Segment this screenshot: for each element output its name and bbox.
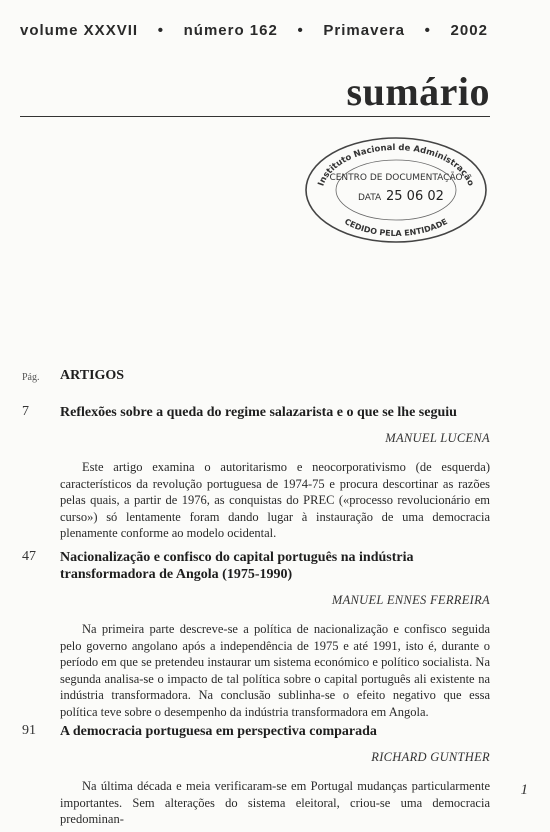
entry-page-number: 91 xyxy=(22,723,36,738)
title-rule xyxy=(20,116,490,117)
entry-abstract: Na primeira parte descreve-se a política de nacionalização e confisco seguida pelo governo angolano após a independência de 1975 e até 1991, isto é, durante o período em que se pretendeu instaurar um sistema económico e político socialista. Na segunda analisa-se o impacto de tal política sobre o capital português ali existente na indústria transformadora. Na conclusão sublinha-se o efeito negativo que essa política teve sobre o desempenho da indústria transformadora em Angola. xyxy=(60,622,490,719)
header-separator: • xyxy=(424,22,431,39)
page-folio: 1 xyxy=(520,782,528,798)
toc-entry xyxy=(22,723,490,828)
entry-title[interactable]: Nacionalização e confisco do capital português na indústria transformadora de Angola (1975-1990) xyxy=(60,550,414,582)
entry-abstract: Na última década e meia verificaram-se em Portugal mudanças particularmente importantes. Sem alterações do sistema eleitoral, criou-se uma democracia predominan- xyxy=(60,779,490,826)
header-separator: • xyxy=(297,22,304,39)
entry-title[interactable]: Reflexões sobre a queda do regime salazarista e o que se lhe seguiu xyxy=(60,405,457,420)
entry-author: RICHARD GUNTHER xyxy=(371,750,490,764)
stamp-line-2: CENTRO DE DOCUMENTAÇÃO xyxy=(329,173,463,183)
issue-number: número 162 xyxy=(183,22,278,39)
toc-entry xyxy=(22,549,490,720)
stamp-date-value: 25 06 02 xyxy=(386,189,444,204)
entry-abstract: Este artigo examina o autoritarismo e neocorporativismo (de esquerda) característicos da revolução portuguesa de 1974-75 e procura descortinar as razões pelas quais, a partir de 1976, as conquistas do PREC («processo revolucionário em curso») só lentamente foram dando lugar à instauração de uma democracia plenamente conforme ao modelo ocidental. xyxy=(60,460,490,540)
year-label: 2002 xyxy=(450,22,488,39)
section-heading: ARTIGOS xyxy=(60,368,125,383)
stamp-line-1: Instituto Nacional de Administração xyxy=(316,142,476,188)
header-separator: • xyxy=(157,22,164,39)
journal-header xyxy=(20,22,488,39)
library-stamp xyxy=(300,132,492,244)
page-column-label: Pág. xyxy=(22,372,40,383)
entry-page-number: 7 xyxy=(22,404,29,419)
entry-title[interactable]: A democracia portuguesa em perspectiva comparada xyxy=(60,724,377,739)
volume-label: volume XXXVII xyxy=(20,22,139,39)
page-title: sumário xyxy=(346,69,490,114)
stamp-date-label: DATA xyxy=(358,193,382,203)
toc-entry xyxy=(22,404,490,542)
season-label: Primavera xyxy=(323,22,405,39)
entry-author: MANUEL LUCENA xyxy=(385,431,490,445)
stamp-line-4: CEDIDO PELA ENTIDADE xyxy=(343,216,449,239)
entry-author: MANUEL ENNES FERREIRA xyxy=(331,593,490,607)
entry-page-number: 47 xyxy=(22,549,36,564)
